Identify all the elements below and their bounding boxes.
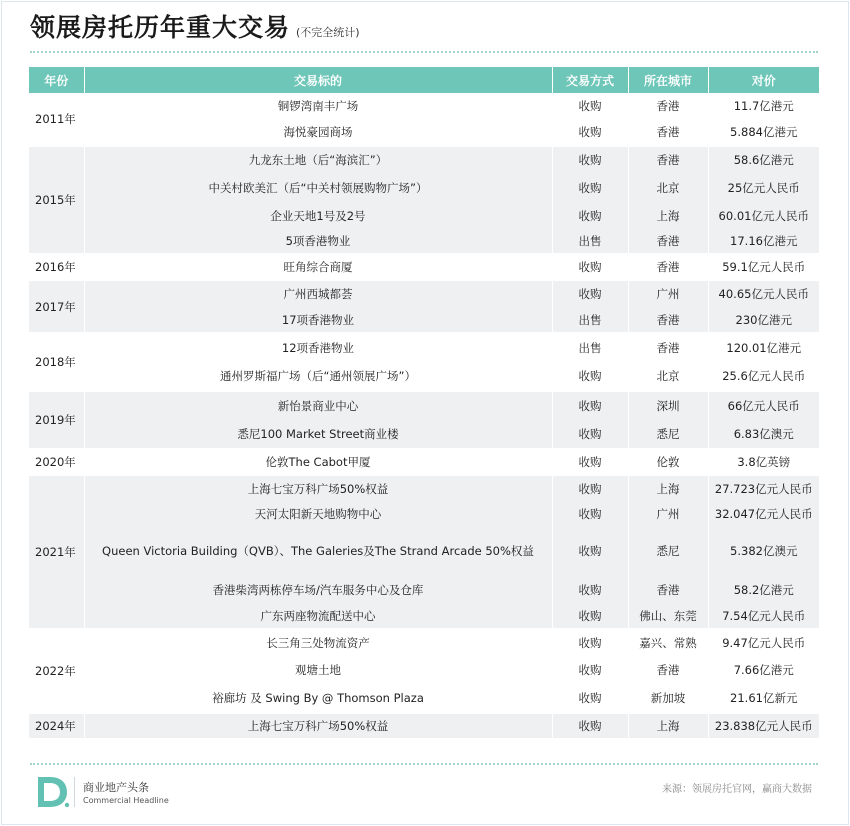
table-row — [29, 449, 819, 475]
target-cell: 通州罗斯福广场（后“通州领展广场”） — [84, 362, 552, 391]
table-row — [29, 629, 819, 656]
logo-name-cn: 商业地产头条 — [83, 781, 149, 794]
target-cell: 广州西城都荟 — [84, 280, 552, 307]
price-cell: 17.16亿港元 — [708, 229, 819, 254]
method-cell: 收购 — [552, 254, 628, 280]
price-cell: 11.7亿港元 — [708, 93, 819, 119]
table-header — [29, 67, 819, 93]
price-cell: 23.838亿元人民币 — [708, 713, 819, 739]
target-cell: 新怡景商业中心 — [84, 391, 552, 420]
method-cell: 收购 — [552, 575, 628, 604]
price-cell: 120.01亿港元 — [708, 333, 819, 362]
brand-logo — [34, 774, 169, 810]
table-row — [29, 146, 819, 173]
price-cell: 58.2亿港元 — [708, 575, 819, 604]
price-cell: 3.8亿英镑 — [708, 449, 819, 475]
year-group — [29, 475, 819, 629]
target-cell: 长三角三处物流资产 — [84, 629, 552, 656]
table-row — [29, 280, 819, 307]
year-cell: 2020年 — [29, 449, 84, 475]
city-cell: 上海 — [628, 713, 708, 739]
method-cell: 收购 — [552, 475, 628, 501]
method-cell: 收购 — [552, 173, 628, 202]
target-cell: 企业天地1号及2号 — [84, 202, 552, 229]
target-cell: 观塘土地 — [84, 656, 552, 683]
city-cell: 香港 — [628, 656, 708, 683]
year-group — [29, 333, 819, 391]
price-cell: 21.61亿新元 — [708, 683, 819, 713]
price-cell: 7.54亿元人民币 — [708, 604, 819, 629]
target-cell: 伦敦The Cabot甲厦 — [84, 449, 552, 475]
table-row — [29, 119, 819, 146]
logo-name-en: Commercial Headline — [83, 796, 169, 805]
target-cell: Queen Victoria Building（QVB）、The Galeries及The Strand Arcade 50%权益 — [84, 527, 552, 575]
table-row — [29, 307, 819, 333]
year-group — [29, 254, 819, 280]
city-cell: 上海 — [628, 202, 708, 229]
city-cell: 悉尼 — [628, 527, 708, 575]
year-cell: 2024年 — [29, 713, 84, 739]
method-cell: 收购 — [552, 604, 628, 629]
header-row — [29, 67, 819, 93]
city-cell: 广州 — [628, 501, 708, 527]
col-method-header: 交易方式 — [552, 67, 628, 93]
city-cell: 上海 — [628, 475, 708, 501]
method-cell: 收购 — [552, 713, 628, 739]
method-cell: 收购 — [552, 391, 628, 420]
price-cell: 40.65亿元人民币 — [708, 280, 819, 307]
table-row — [29, 229, 819, 254]
table-row — [29, 501, 819, 527]
year-group — [29, 629, 819, 713]
target-cell: 香港柴湾两栋停车场/汽车服务中心及仓库 — [84, 575, 552, 604]
city-cell: 北京 — [628, 362, 708, 391]
method-cell: 收购 — [552, 527, 628, 575]
method-cell: 收购 — [552, 280, 628, 307]
page-subtitle: (不完全统计) — [296, 26, 360, 39]
method-cell: 收购 — [552, 656, 628, 683]
table-row — [29, 656, 819, 683]
city-cell: 香港 — [628, 146, 708, 173]
city-cell: 嘉兴、常熟 — [628, 629, 708, 656]
table-row — [29, 713, 819, 739]
city-cell: 佛山、东莞 — [628, 604, 708, 629]
city-cell: 伦敦 — [628, 449, 708, 475]
method-cell: 收购 — [552, 202, 628, 229]
city-cell: 香港 — [628, 307, 708, 333]
source-note: 来源：领展房托官网，赢商大数据 — [662, 784, 812, 795]
table-row — [29, 527, 819, 575]
table-row — [29, 475, 819, 501]
title-row — [30, 8, 360, 44]
year-group — [29, 713, 819, 739]
city-cell: 香港 — [628, 333, 708, 362]
city-cell: 悉尼 — [628, 420, 708, 449]
table-row — [29, 575, 819, 604]
year-cell: 2017年 — [29, 280, 84, 333]
target-cell: 裕廊坊 及 Swing By @ Thomson Plaza — [84, 683, 552, 713]
city-cell: 广州 — [628, 280, 708, 307]
target-cell: 天河太阳新天地购物中心 — [84, 501, 552, 527]
target-cell: 广东两座物流配送中心 — [84, 604, 552, 629]
logo-text — [83, 779, 169, 805]
table-row — [29, 683, 819, 713]
table-row — [29, 391, 819, 420]
method-cell: 收购 — [552, 146, 628, 173]
col-year-header: 年份 — [29, 67, 84, 93]
price-cell: 60.01亿元人民币 — [708, 202, 819, 229]
year-group — [29, 391, 819, 449]
price-cell: 66亿元人民币 — [708, 391, 819, 420]
price-cell: 9.47亿元人民币 — [708, 629, 819, 656]
city-cell: 香港 — [628, 119, 708, 146]
col-price-header: 对价 — [708, 67, 819, 93]
page-title: 领展房托历年重大交易 — [30, 13, 291, 42]
price-cell: 59.1亿元人民币 — [708, 254, 819, 280]
method-cell: 出售 — [552, 307, 628, 333]
city-cell: 香港 — [628, 254, 708, 280]
table-row — [29, 604, 819, 629]
year-group — [29, 93, 819, 146]
target-cell: 九龙东土地（后“海滨汇”） — [84, 146, 552, 173]
method-cell: 收购 — [552, 119, 628, 146]
year-cell: 2018年 — [29, 333, 84, 391]
table-row — [29, 254, 819, 280]
price-cell: 230亿港元 — [708, 307, 819, 333]
price-cell: 5.382亿澳元 — [708, 527, 819, 575]
method-cell: 收购 — [552, 420, 628, 449]
table-row — [29, 202, 819, 229]
year-cell: 2015年 — [29, 146, 84, 254]
year-group — [29, 146, 819, 254]
target-cell: 17项香港物业 — [84, 307, 552, 333]
col-city-header: 所在城市 — [628, 67, 708, 93]
price-cell: 58.6亿港元 — [708, 146, 819, 173]
price-cell: 27.723亿元人民币 — [708, 475, 819, 501]
table-row — [29, 362, 819, 391]
col-target-header: 交易标的 — [84, 67, 552, 93]
year-cell: 2011年 — [29, 93, 84, 146]
table-row — [29, 173, 819, 202]
transactions-table — [29, 67, 819, 740]
price-cell: 6.83亿澳元 — [708, 420, 819, 449]
city-cell: 香港 — [628, 229, 708, 254]
year-group — [29, 280, 819, 333]
table-row — [29, 93, 819, 119]
target-cell: 上海七宝万科广场50%权益 — [84, 713, 552, 739]
method-cell: 收购 — [552, 93, 628, 119]
table-row — [29, 333, 819, 362]
target-cell: 铜锣湾南丰广场 — [84, 93, 552, 119]
target-cell: 悉尼100 Market Street商业楼 — [84, 420, 552, 449]
year-cell: 2019年 — [29, 391, 84, 449]
city-cell: 香港 — [628, 575, 708, 604]
target-cell: 5项香港物业 — [84, 229, 552, 254]
top-divider — [30, 51, 818, 53]
price-cell: 32.047亿元人民币 — [708, 501, 819, 527]
year-cell: 2022年 — [29, 629, 84, 713]
method-cell: 收购 — [552, 449, 628, 475]
city-cell: 深圳 — [628, 391, 708, 420]
method-cell: 出售 — [552, 229, 628, 254]
target-cell: 12项香港物业 — [84, 333, 552, 362]
city-cell: 新加坡 — [628, 683, 708, 713]
method-cell: 收购 — [552, 629, 628, 656]
logo-d-icon — [34, 774, 70, 810]
price-cell: 25亿元人民币 — [708, 173, 819, 202]
method-cell: 收购 — [552, 683, 628, 713]
city-cell: 香港 — [628, 93, 708, 119]
target-cell: 海悦豪园商场 — [84, 119, 552, 146]
price-cell: 5.884亿港元 — [708, 119, 819, 146]
bottom-divider — [30, 763, 818, 765]
year-cell: 2016年 — [29, 254, 84, 280]
method-cell: 出售 — [552, 333, 628, 362]
year-cell: 2021年 — [29, 475, 84, 629]
method-cell: 收购 — [552, 501, 628, 527]
city-cell: 北京 — [628, 173, 708, 202]
price-cell: 7.66亿港元 — [708, 656, 819, 683]
target-cell: 上海七宝万科广场50%权益 — [84, 475, 552, 501]
method-cell: 收购 — [552, 362, 628, 391]
year-group — [29, 449, 819, 475]
target-cell: 旺角综合商厦 — [84, 254, 552, 280]
price-cell: 25.6亿元人民币 — [708, 362, 819, 391]
table-row — [29, 420, 819, 449]
target-cell: 中关村欧美汇（后“中关村领展购物广场”） — [84, 173, 552, 202]
logo-separator — [74, 777, 75, 807]
